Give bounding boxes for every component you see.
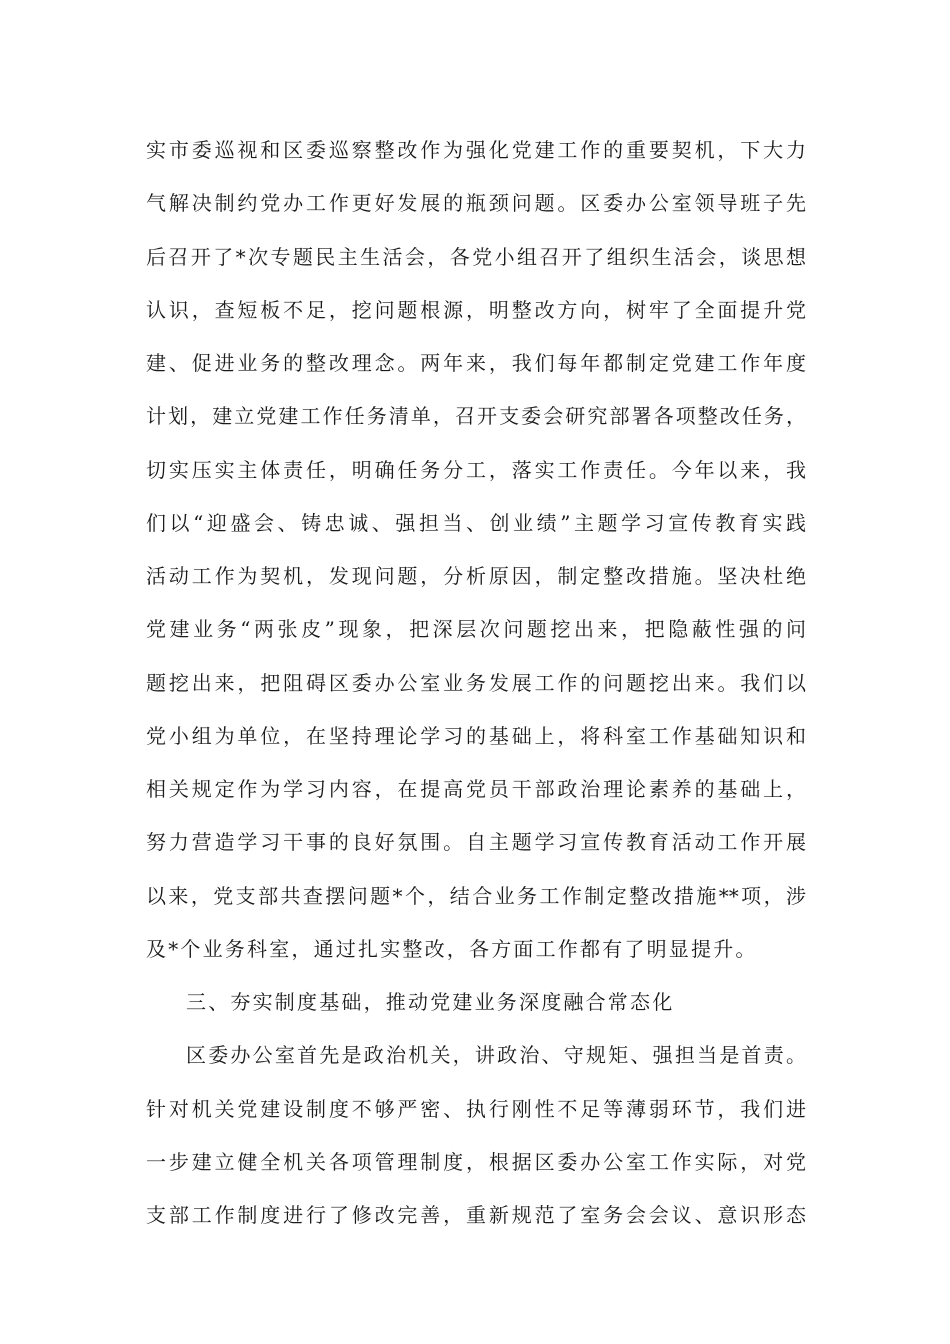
text-line: 们以“迎盛会、铸忠诚、强担当、创业绩”主题学习宣传教育实践 [146,510,806,535]
text-line: 计划，建立党建工作任务清单，召开支委会研究部署各项整改任务， [146,404,806,429]
text-line: 努力营造学习干事的良好氛围。自主题学习宣传教育活动工作开展 [146,830,806,855]
text-line: 党建业务“两张皮”现象，把深层次问题挖出来，把隐蔽性强的问 [146,617,806,642]
text-line: 气解决制约党办工作更好发展的瓶颈问题。区委办公室领导班子先 [146,191,806,216]
text-line: 相关规定作为学习内容，在提高党员干部政治理论素养的基础上， [146,777,806,801]
body-text [146,124,806,1242]
text-line: 针对机关党建设制度不够严密、执行刚性不足等薄弱环节，我们进 [146,1096,806,1121]
text-line: 以来，党支部共查摆问题*个，结合业务工作制定整改措施**项，涉 [146,883,806,908]
text-line: 区委办公室首先是政治机关，讲政治、守规矩、强担当是首责。 [186,1043,806,1068]
text-line: 认识，查短板不足，挖问题根源，明整改方向，树牢了全面提升党 [146,297,806,322]
text-line: 切实压实主体责任，明确任务分工，落实工作责任。今年以来，我 [146,457,806,482]
text-line: 支部工作制度进行了修改完善，重新规范了室务会会议、意识形态 [146,1203,806,1227]
text-line: 一步建立健全机关各项管理制度，根据区委办公室工作实际，对党 [146,1149,806,1174]
text-line: 党小组为单位，在坚持理论学习的基础上，将科室工作基础知识和 [146,723,806,748]
text-line: 建、促进业务的整改理念。两年来，我们每年都制定党建工作年度 [146,351,806,375]
text-line: 及*个业务科室，通过扎实整改，各方面工作都有了明显提升。 [146,936,758,961]
text-line: 题挖出来，把阻碍区委办公室业务发展工作的问题挖出来。我们以 [146,670,806,695]
text-line: 活动工作为契机，发现问题，分析原因，制定整改措施。坚决杜绝 [146,564,806,588]
text-line: 后召开了*次专题民主生活会，各党小组召开了组织生活会，谈思想 [146,244,806,269]
section-heading: 三、夯实制度基础，推动党建业务深度融合常态化 [186,990,675,1014]
text-line: 实市委巡视和区委巡察整改作为强化党建工作的重要契机，下大力 [146,138,806,162]
